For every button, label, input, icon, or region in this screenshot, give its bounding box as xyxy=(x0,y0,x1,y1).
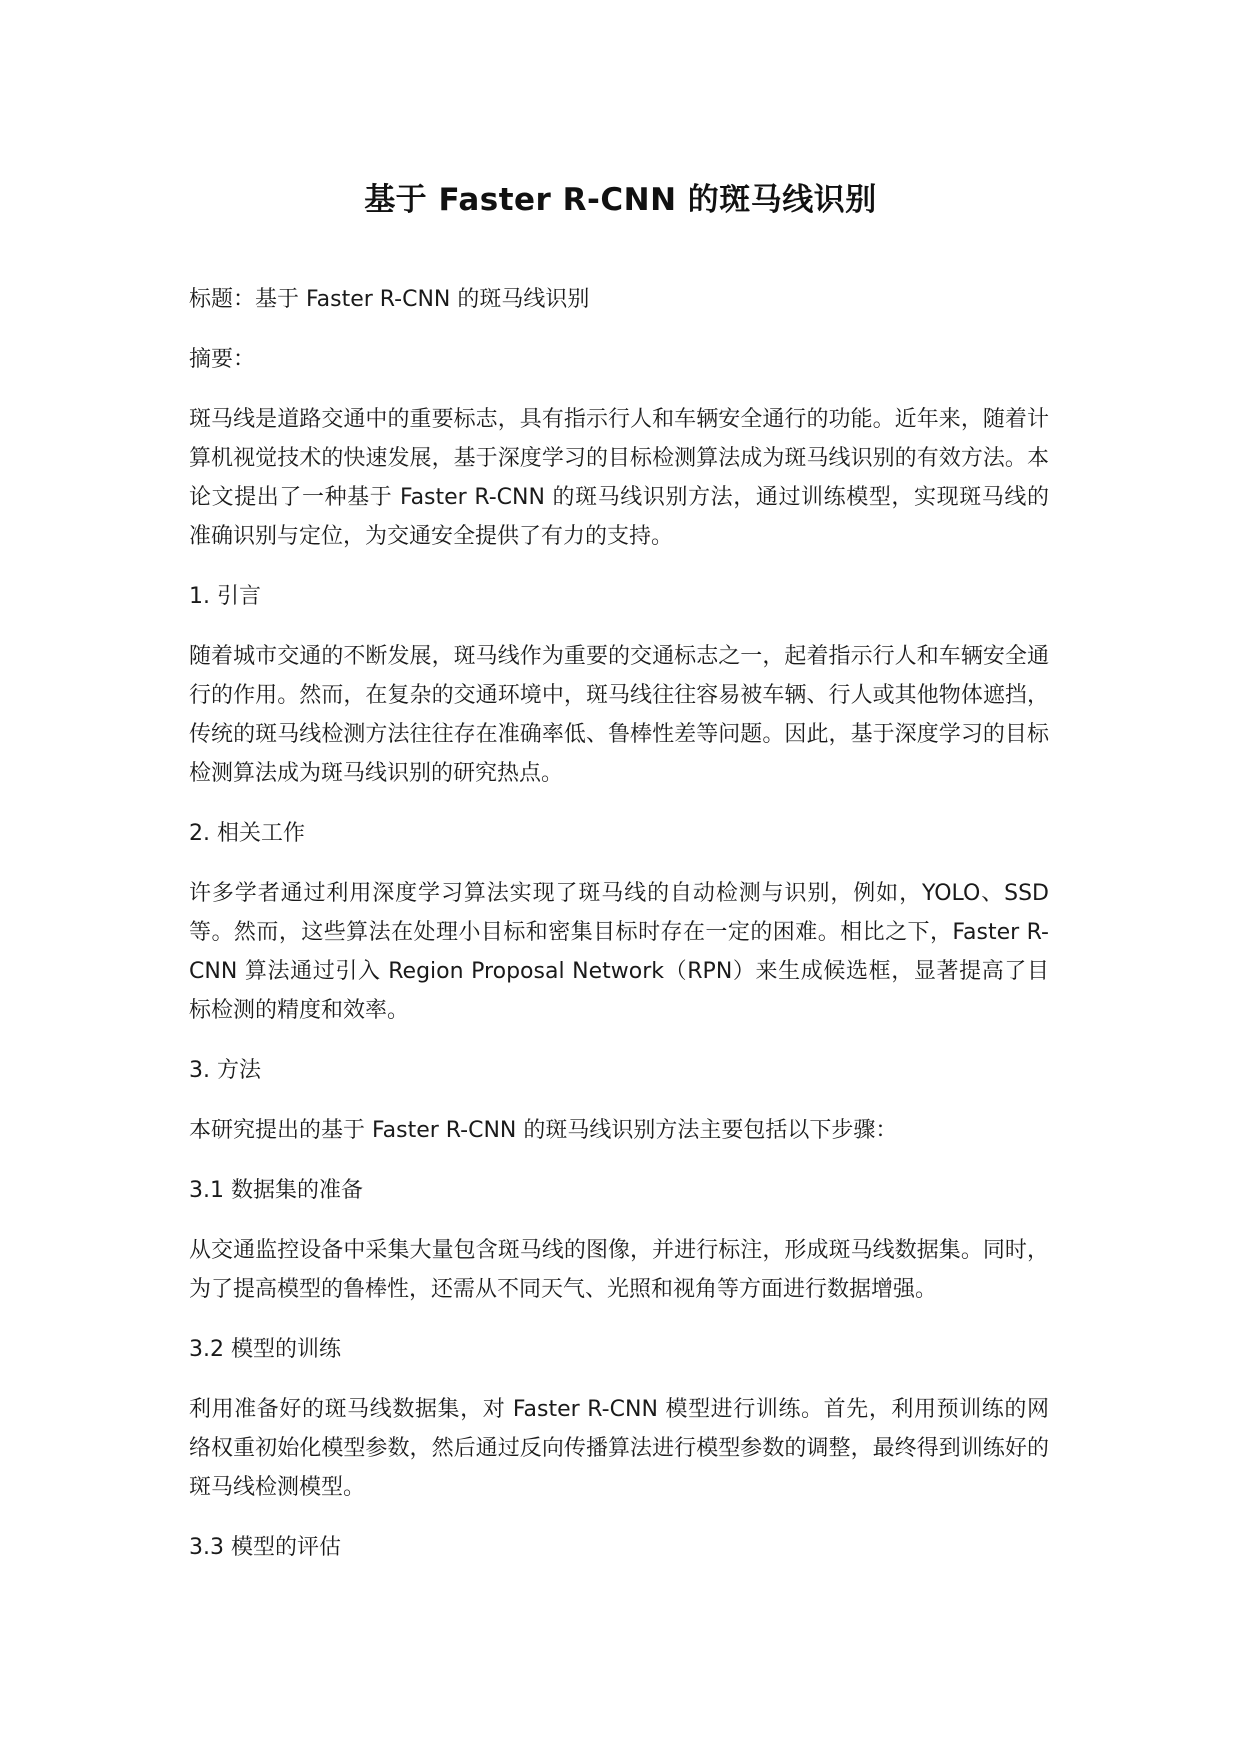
subsection-heading-evaluation: 3.3 模型的评估 xyxy=(189,1535,341,1560)
document-title: 基于 Faster R-CNN 的斑马线识别 xyxy=(364,182,877,218)
section-heading-related-work: 2. 相关工作 xyxy=(189,821,305,846)
subsection-heading-training: 3.2 模型的训练 xyxy=(189,1337,341,1362)
section-heading-introduction: 1. 引言 xyxy=(189,584,261,609)
paragraph-training: 利用准备好的斑马线数据集，对 Faster R-CNN 模型进行训练。首先，利用预训练的网络权重初始化模型参数，然后通过反向传播算法进行模型参数的调整，最终得到训练好的斑马线检测模型。 xyxy=(189,1397,1049,1500)
paragraph-abstract-heading: 摘要： xyxy=(189,347,256,372)
section-heading-method: 3. 方法 xyxy=(189,1058,261,1083)
paragraph-related-work: 许多学者通过利用深度学习算法实现了斑马线的自动检测与识别，例如，YOLO、SSD 等。然而，这些算法在处理小目标和密集目标时存在一定的困难。相比之下，Faster R-CNN 算法通过引入 Region Proposal Network（RPN）来生成候选框，显著提高了目标检测的精度和效率。 xyxy=(189,881,1049,1023)
subsection-heading-dataset: 3.1 数据集的准备 xyxy=(189,1178,363,1203)
document-body xyxy=(189,280,1049,1588)
paragraph-introduction: 随着城市交通的不断发展，斑马线作为重要的交通标志之一，起着指示行人和车辆安全通行的作用。然而，在复杂的交通环境中，斑马线往往容易被车辆、行人或其他物体遮挡，传统的斑马线检测方法往往存在准确率低、鲁棒性差等问题。因此，基于深度学习的目标检测算法成为斑马线识别的研究热点。 xyxy=(189,644,1049,786)
paragraph-abstract-text: 斑马线是道路交通中的重要标志，具有指示行人和车辆安全通行的功能。近年来，随着计算机视觉技术的快速发展，基于深度学习的目标检测算法成为斑马线识别的有效方法。本论文提出了一种基于 Faster R-CNN 的斑马线识别方法，通过训练模型，实现斑马线的准确识别与定位，为交通安全提供了有力的支持。 xyxy=(189,407,1049,549)
paragraph-method-intro: 本研究提出的基于 Faster R-CNN 的斑马线识别方法主要包括以下步骤： xyxy=(189,1118,898,1143)
paragraph-dataset: 从交通监控设备中采集大量包含斑马线的图像，并进行标注，形成斑马线数据集。同时，为了提高模型的鲁棒性，还需从不同天气、光照和视角等方面进行数据增强。 xyxy=(189,1238,1049,1302)
paragraph-title-line: 标题：基于 Faster R-CNN 的斑马线识别 xyxy=(189,287,590,312)
